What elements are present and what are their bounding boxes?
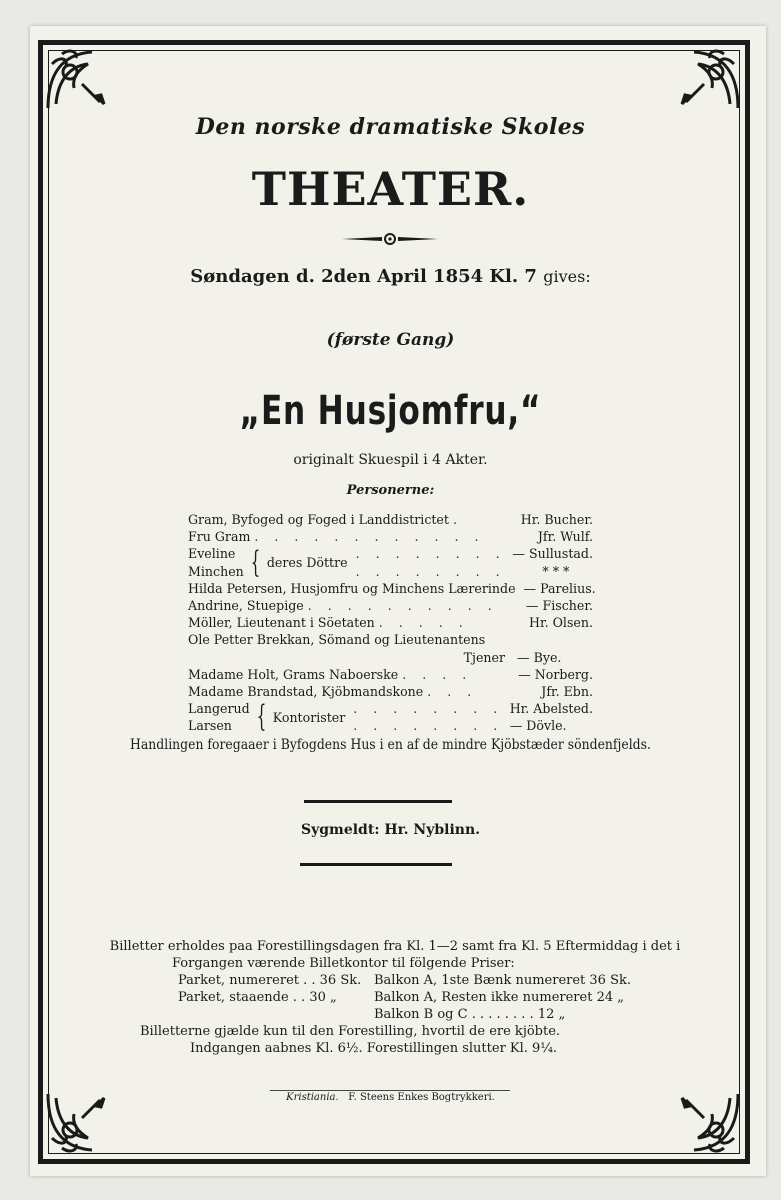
price-item: Balkon A, 1ste Bænk numereret 36 Sk. (374, 973, 631, 988)
cast-dots: . (452, 512, 463, 527)
ill-notice: Sygmeldt: Hr. Nyblinn. (300, 822, 481, 838)
cast-dots (352, 545, 513, 579)
date-line (0, 266, 781, 287)
cast-group-names (188, 545, 244, 579)
play-title: „En Husjomfru,“ (239, 388, 542, 434)
cast-role: Madame Brandstad, Kjöbmandskone (188, 684, 424, 700)
cast-actor: Hr. Bucher. (520, 512, 593, 527)
cast-actor: Hr. Olsen. (528, 615, 593, 631)
cast-row (188, 597, 593, 614)
divider-rule (300, 863, 452, 866)
cast-group-names (188, 700, 250, 734)
footer-rule (270, 1090, 510, 1091)
cast-actor: — Sullustad. (512, 546, 593, 562)
cast-row (188, 580, 596, 597)
cast-actor: Jfr. Ebn. (541, 684, 593, 700)
cast-dots: . . . . (402, 666, 473, 682)
cast-role: Andrine, Stuepige (188, 598, 304, 614)
cast-list (188, 511, 596, 735)
cast-group-clerks (188, 700, 593, 734)
cast-role: Minchen (188, 563, 244, 579)
ticket-info (80, 938, 710, 1057)
cast-dots-line: . . . . . . . . (353, 701, 504, 717)
date-text: Søndagen d. 2den April 1854 Kl. 7 (190, 266, 537, 287)
printer-credit (0, 1092, 781, 1103)
cast-dots: . . . . . . . . . . . . (254, 529, 485, 545)
corner-ornament-icon (42, 44, 112, 114)
cast-dots-line: . . . . . . . . (355, 563, 506, 579)
cast-row (188, 528, 593, 545)
cast-row (188, 683, 593, 700)
cast-actor: Hr. Abelsted. (509, 701, 593, 717)
cast-role: Eveline (188, 546, 236, 562)
price-item: Balkon A, Resten ikke numereret 24 „ (374, 990, 624, 1005)
printer-city: Kristiania. (286, 1092, 339, 1103)
cast-dots: . . . . . . . . . . (307, 598, 498, 614)
cast-actor: — Fischer. (525, 598, 593, 614)
cast-dots (349, 700, 509, 734)
price-item: Balkon B og C . . . . . . . . 12 „ (374, 1007, 566, 1022)
price-column-balkon (374, 972, 631, 1023)
school-name: Den norske dramatiske Skoles (195, 114, 586, 140)
cast-row (188, 666, 593, 683)
divider-ornament-icon (340, 232, 440, 246)
gives-text: gives: (543, 267, 591, 286)
first-time-notice: (første Gang) (326, 330, 455, 350)
setting-text: Handlingen foregaaer i Byfogdens Hus i en af de mindre Kjöbstæder söndenfjelds. (130, 737, 651, 753)
cast-role: Möller, Lieutenant i Söetaten (188, 615, 375, 631)
cast-actor: Jfr. Wulf. (537, 529, 593, 545)
cast-dots-line: . . . . . . . . (355, 546, 506, 562)
cast-group-label: Kontorister (272, 709, 346, 725)
cast-actor: — Norberg. (518, 666, 593, 682)
cast-actor: — Bye. (517, 649, 562, 665)
cast-group-actors (510, 700, 593, 734)
cast-dots: . . . . . (378, 615, 469, 631)
divider-rule (304, 800, 452, 803)
cast-group-daughters (188, 545, 593, 579)
brace-icon: { (250, 544, 261, 580)
cast-actor: * * * (542, 563, 570, 579)
ticket-line: Indgangen aabnes Kl. 6½. Forestillingen slutter Kl. 9¼. (190, 1041, 558, 1056)
cast-role: Larsen (188, 718, 232, 734)
cast-row (188, 511, 593, 528)
cast-role: Madame Holt, Grams Naboerske (188, 666, 399, 682)
cast-role: Gram, Byfoged og Foged i Landdistrictet (188, 512, 449, 527)
cast-dots-line: . . . . . . . . (353, 718, 504, 734)
ticket-line: Billetterne gjælde kun til den Forestilling, hvortil de ere kjöbte. (140, 1024, 561, 1039)
cast-row (188, 649, 593, 666)
cast-group-label: deres Döttre (266, 555, 348, 570)
price-item: Parket, staaende . . 30 „ (178, 990, 337, 1005)
cast-group-actors (512, 545, 593, 579)
corner-ornament-icon (674, 44, 744, 114)
cast-dots: . . . (427, 684, 478, 700)
ticket-line: Billetter erholdes paa Forestillingsdagen fra Kl. 1—2 samt fra Kl. 5 Eftermiddag i det i (109, 939, 681, 954)
play-subtitle: originalt Skuespil i 4 Akter. (293, 452, 488, 468)
price-item: Parket, numereret . . 36 Sk. (178, 973, 362, 988)
printer-name: F. Steens Enkes Bogtrykkeri. (348, 1092, 495, 1103)
price-column-parket (178, 972, 374, 1023)
ticket-line: Forgangen værende Billetkontor til fölgende Priser: (172, 956, 515, 971)
cast-role: Fru Gram (188, 529, 251, 545)
price-table (80, 972, 710, 1023)
persons-heading: Personerne: (346, 483, 435, 498)
cast-role: Langerud (188, 701, 250, 717)
cast-role-continued: Tjener (463, 649, 505, 665)
cast-row (188, 631, 593, 648)
cast-role: Ole Petter Brekkan, Sömand og Lieutenantens (188, 632, 486, 648)
cast-actor: — Dövle. (509, 718, 567, 734)
cast-actor: — Parelius. (523, 580, 596, 596)
cast-role: Hilda Petersen, Husjomfru og Minchens Lærerinde (188, 580, 516, 596)
cast-row (188, 614, 593, 631)
poster-title: THEATER. (251, 162, 530, 216)
brace-icon: { (256, 699, 267, 735)
